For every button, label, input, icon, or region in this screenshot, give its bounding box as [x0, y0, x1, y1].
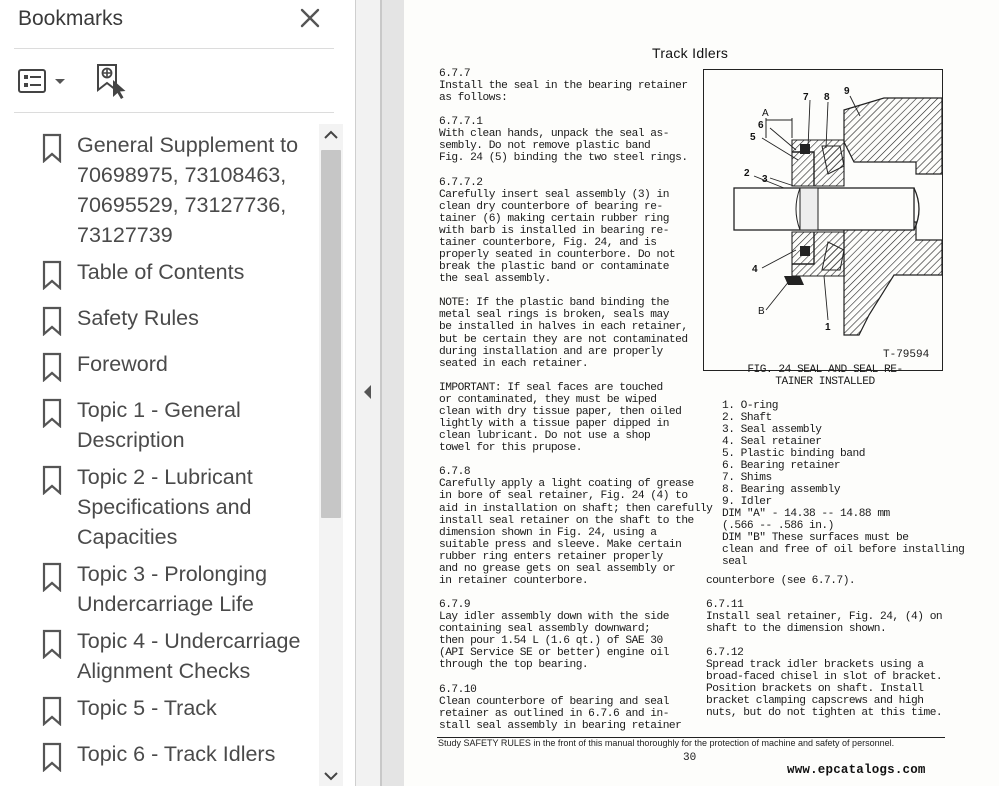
callout-2: 2: [744, 168, 750, 179]
text-line: (.566 -- .586 in.): [722, 520, 834, 532]
text-line: or contaminated, they must be wiped: [439, 393, 657, 406]
bookmark-icon: [42, 260, 62, 290]
bookmark-options-button[interactable]: [16, 64, 70, 98]
bookmark-topic-5[interactable]: [0, 693, 318, 727]
callout-a: A: [762, 108, 769, 119]
callout-9: 9: [844, 86, 850, 97]
bookmark-foreword[interactable]: [0, 349, 318, 383]
text-line: 6.7.7.1: [439, 116, 483, 129]
text-line: broad-faced chisel in slot of bracket.: [706, 671, 943, 683]
figure-code: T-79594: [883, 349, 930, 361]
text-line: metal seal rings is broken, seals may: [439, 309, 669, 322]
bookmark-label: Topic 6 - Track Idlers: [77, 742, 276, 766]
text-line: IMPORTANT: If seal faces are touched: [439, 381, 663, 394]
text-line: break the plastic band or contaminate: [439, 261, 669, 274]
bookmark-icon: [42, 696, 62, 726]
add-bookmark-icon: [94, 62, 128, 100]
bookmark-icon: [42, 629, 62, 659]
text-line: but be certain they are not contaminated: [439, 333, 688, 346]
text-line: clean dry counterbore of bearing re-: [439, 200, 663, 213]
bookmark-topic-3[interactable]: [0, 559, 318, 621]
text-line: containing seal assembly downward;: [439, 623, 651, 636]
bookmark-label: Topic 4 - Undercarriage Alignment Checks: [77, 629, 301, 683]
text-line: rubber ring enters retainer properly: [439, 550, 663, 563]
bookmark-label: Topic 5 - Track: [77, 696, 217, 720]
text-line: 2. Shaft: [722, 412, 772, 424]
text-line: tainer (6) making certain rubber ring: [439, 212, 669, 225]
figure-24: [703, 69, 943, 371]
text-line: Carefully apply a light coating of grease: [439, 478, 694, 491]
bookmark-safety-rules[interactable]: [0, 303, 318, 337]
bookmark-topic-1[interactable]: [0, 395, 318, 457]
callout-b: B: [758, 306, 765, 317]
text-line: retainer as outlined in 6.7.6 and in-: [439, 707, 669, 720]
text-line: Carefully insert seal assembly (3) in: [439, 188, 669, 201]
bookmark-table-of-contents[interactable]: [0, 257, 318, 291]
text-line: 4. Seal retainer: [722, 436, 822, 448]
text-line: 8. Bearing assembly: [722, 484, 841, 496]
text-line: 7. Shims: [722, 472, 772, 484]
callout-5: 5: [750, 132, 756, 143]
text-line: with barb is installed in bearing re-: [439, 224, 669, 237]
bookmark-label: Table of Contents: [77, 260, 245, 284]
bookmark-icon: [42, 306, 62, 336]
close-panel-button[interactable]: [296, 4, 324, 32]
text-line: 6.7.9: [439, 599, 471, 612]
text-line: 6.7.7: [439, 68, 471, 80]
text-line: Install the seal in the bearing retainer: [439, 80, 688, 93]
text-line: and no grease gets on seal assembly or: [439, 562, 676, 575]
text-line: then pour 1.54 L (1.6 qt.) of SAE 30: [439, 635, 663, 648]
text-line: nuts, but do not tighten at this time.: [706, 707, 943, 719]
bookmark-scrollbar[interactable]: [319, 124, 343, 786]
text-line: Spread track idler brackets using a: [706, 659, 924, 671]
text-line: towel for this prupose.: [439, 442, 582, 455]
text-line: sembly. Do not remove plastic band: [439, 140, 651, 153]
collapse-panel-button[interactable]: [356, 378, 380, 406]
panel-title: Bookmarks: [18, 7, 124, 30]
bookmark-icon: [42, 352, 62, 382]
text-line: properly seated in counterbore. Do not: [439, 249, 676, 262]
chevron-down-icon: [319, 766, 343, 786]
text-line: 6. Bearing retainer: [722, 460, 841, 472]
bookmark-general-supplement[interactable]: [0, 130, 318, 254]
text-line: Position brackets on shaft. Install: [706, 683, 924, 695]
text-line: Lay idler assembly down with the side: [439, 611, 669, 624]
callout-8: 8: [824, 92, 830, 103]
text-line: 9. Idler: [722, 496, 772, 508]
text-line: DIM "A" - 14.38 -- 14.88 mm: [722, 508, 890, 520]
text-line: counterbore (see 6.7.7).: [706, 575, 856, 587]
bookmark-icon: [42, 133, 62, 163]
text-line: 6.7.11: [706, 599, 744, 611]
text-line: DIM "B" These surfaces must be: [722, 532, 909, 544]
text-line: 5. Plastic binding band: [722, 448, 865, 460]
text-line: 6.7.12: [706, 647, 744, 659]
text-line: shaft to the dimension shown.: [706, 623, 887, 635]
text-line: stall seal assembly in bearing retainer: [439, 719, 682, 732]
text-line: (API Service SE or better) engine oil: [439, 647, 669, 660]
triangle-left-icon: [356, 378, 380, 406]
text-line: dimension shown in Fig. 24, using a: [439, 526, 657, 539]
text-line: suitable press and sleeve. Make certain: [439, 538, 682, 551]
text-line: Clean counterbore of bearing and seal: [439, 695, 669, 708]
callout-7: 7: [803, 92, 809, 103]
page-title: Track Idlers: [652, 45, 729, 61]
text-line: through the top bearing.: [439, 659, 589, 672]
callout-4: 4: [752, 264, 758, 275]
bookmark-topic-6[interactable]: [0, 739, 318, 773]
text-line: seal: [722, 556, 747, 568]
bookmark-label: General Supplement to 70698975, 73108463, 70695529, 73127736, 73127739: [77, 133, 299, 247]
chevron-up-icon: [319, 124, 343, 146]
text-line: clean and free of oil before installing: [722, 544, 965, 556]
bookmark-topic-4[interactable]: [0, 626, 318, 688]
bookmark-icon: [42, 742, 62, 772]
text-line: 6.7.10: [439, 683, 477, 696]
text-line: seated in each retainer.: [439, 357, 589, 370]
text-line: clean lubricant. Do not use a shop: [439, 430, 651, 443]
bookmark-list: [0, 124, 318, 786]
bookmark-icon: [42, 398, 62, 428]
text-line: 3. Seal assembly: [722, 424, 822, 436]
watermark-text: www.epcatalogs.com: [787, 763, 926, 777]
text-line: as follows:: [439, 92, 508, 105]
list-options-icon: [16, 64, 70, 98]
seal-assembly-drawing: [704, 70, 942, 370]
text-line: bracket clamping capscrews and high: [706, 695, 924, 707]
document-page: [404, 0, 999, 786]
bookmark-topic-2[interactable]: [0, 462, 318, 554]
bookmark-label: Topic 3 - Prolonging Undercarriage Life: [77, 562, 268, 616]
bookmark-label: Safety Rules: [77, 306, 199, 330]
text-line: clean with dry tissue paper, then oiled: [439, 405, 682, 418]
text-line: 6.7.8: [439, 466, 471, 479]
scroll-thumb[interactable]: [321, 150, 341, 518]
viewer-background: [382, 0, 404, 786]
bookmark-icon: [42, 465, 62, 495]
footer-text: Study SAFETY RULES in the front of this manual thoroughly for the protection of machine and safety of personnel.: [438, 738, 895, 748]
text-line: With clean hands, unpack the seal as-: [439, 128, 669, 141]
text-line: NOTE: If the plastic band binding the: [439, 297, 669, 310]
text-line: 1. O-ring: [722, 400, 778, 412]
bookmark-label: Topic 2 - Lubricant Specifications and Capacities: [77, 465, 253, 549]
text-line: 6.7.7.2: [439, 176, 483, 189]
callout-3: 3: [762, 174, 768, 185]
toolbar-divider: [14, 112, 334, 113]
callout-1: 1: [825, 322, 831, 333]
page-number: 30: [683, 752, 697, 764]
text-line: aid in installation on shaft; then carefully: [439, 502, 713, 515]
text-line: tainer counterbore, Fig. 24, and is: [439, 236, 657, 249]
text-line: the seal assembly.: [439, 273, 551, 286]
bookmark-label: Foreword: [77, 352, 168, 376]
scroll-down-button[interactable]: [319, 766, 343, 786]
text-line: Fig. 24 (5) binding the two steel rings.: [439, 152, 688, 165]
text-line: in retainer counterbore.: [439, 574, 589, 587]
text-line: lightly with a tissue paper dipped in: [439, 418, 669, 431]
bookmark-icon: [42, 562, 62, 592]
new-bookmark-button[interactable]: [94, 62, 128, 100]
text-line: be installed in halves in each retainer,: [439, 321, 688, 334]
bookmark-label: Topic 1 - General Description: [77, 398, 241, 452]
callout-6: 6: [758, 120, 764, 131]
text-line: install seal retainer on the shaft to the: [439, 514, 694, 527]
text-line: Install seal retainer, Fig. 24, (4) on: [706, 611, 943, 623]
figure-caption: FIG. 24 SEAL AND SEAL RE- TAINER INSTALLED: [747, 364, 903, 389]
scroll-up-button[interactable]: [319, 124, 343, 146]
text-line: in bore of seal retainer, Fig. 24 (4) to: [439, 490, 688, 503]
panel-divider: [14, 48, 334, 49]
bookmarks-panel: [0, 0, 356, 786]
text-line: during installation and are properly: [439, 345, 663, 358]
close-icon: [296, 4, 324, 32]
